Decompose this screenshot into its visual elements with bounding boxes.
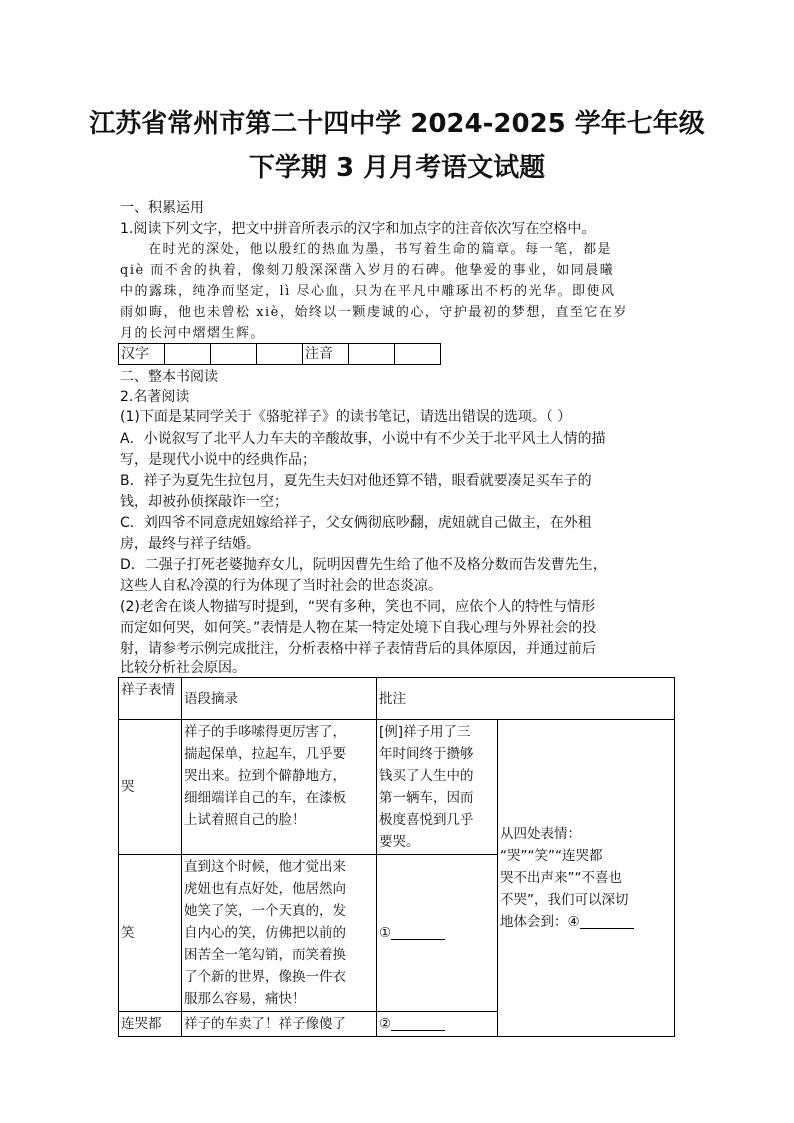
excerpt-line: 了个新的世界，像换一件衣 [184, 969, 346, 985]
summary-line: 不哭”，我们可以深切 [500, 892, 629, 908]
excerpt-line: 自内心的笑，仿佛把以前的 [184, 925, 346, 941]
question1-prompt: 1.阅读下列文字，把文中拼音所表示的汉字和加点字的注音依次写在空格中。 [120, 221, 596, 237]
annotation-line: 第一辆车，因而 [379, 790, 474, 806]
passage-line: qiè 而不舍的执着，像刻刀般深深凿入岁月的石碑。他挚爱的事业，如同晨曦 [120, 263, 615, 278]
option-line: C．刘四爷不同意虎妞嫁给祥子，父女俩彻底吵翻，虎妞就自己做主，在外租 [120, 515, 592, 531]
exam-title-line2: 下学期 3 月月考语文试题 [248, 153, 546, 183]
answer-blank-2[interactable] [391, 1016, 445, 1031]
excerpt-line: 上试着照自己的脸！ [184, 812, 306, 828]
hanzi-answer-cell[interactable] [165, 344, 211, 365]
hanzi-answer-cell[interactable] [257, 344, 303, 365]
option-line: 钱，却被孙侦探敲诈一空； [120, 494, 288, 510]
excerpt-line: 揣起保单，拉起车，几乎要 [184, 746, 346, 762]
annotation-line: 极度喜悦到几乎 [379, 812, 474, 828]
excerpt-cell [182, 1012, 377, 1037]
annotation-table [118, 677, 675, 1037]
blank-number: ② [379, 1016, 392, 1032]
option-line: B．祥子为夏先生拉包月，夏先生夫妇对他还算不错，眼看就要凑足买车子的 [120, 473, 592, 489]
header-annotation: 批注 [377, 678, 675, 720]
zhuyin-answer-cell[interactable] [349, 344, 395, 365]
expression-cell: 哭 [119, 720, 182, 855]
option-line: 写，是现代小说中的经典作品； [120, 452, 316, 468]
zhuyin-label: 注音 [303, 344, 349, 365]
answer-table [118, 343, 441, 365]
excerpt-cell [182, 720, 377, 855]
subquestion2-line: 而定如何哭，如何笑。”表情是人物在某一特定处境下自我心理与外界社会的投 [120, 620, 597, 636]
answer-blank-4[interactable] [580, 914, 634, 929]
excerpt-line: 服那么容易，痛快！ [184, 991, 306, 1007]
hanzi-answer-cell[interactable] [211, 344, 257, 365]
excerpt-line: 祥子的手哆嗦得更厉害了， [184, 724, 346, 740]
blank-number: ① [379, 925, 392, 941]
expression-cell: 笑 [119, 855, 182, 1012]
summary-line: 地体会到：④ [500, 914, 580, 930]
annotation-answer-cell[interactable] [377, 1012, 498, 1037]
annotation-line: [例]祥子用了三 [379, 724, 471, 740]
excerpt-cell [182, 855, 377, 1012]
summary-line: 哭不出声来”“不喜也 [500, 870, 622, 886]
passage-line: 中的露珠，纯净而坚定，lì 尽心血，只为在平凡中雕琢出不朽的光华。即使风 [120, 284, 616, 299]
section1-heading: 一、积累运用 [120, 200, 204, 216]
subquestion2-line: 比较分析社会原因。 [120, 660, 246, 676]
option-line: 房，最终与祥子结婚。 [120, 536, 260, 552]
excerpt-line: 直到这个时候，他才觉出来 [184, 859, 346, 875]
header-excerpt: 语段摘录 [182, 678, 377, 720]
passage-line: 雨如晦，他也未曾松 xiè，始终以一颗虔诚的心，守护最初的梦想，直至它在岁 [120, 305, 628, 320]
annotation-line: 要哭。 [379, 834, 420, 850]
hanzi-label: 汉字 [119, 344, 165, 365]
question2-prompt: 2.名著阅读 [120, 389, 190, 405]
subquestion1-prompt: (1)下面是某同学关于《骆驼祥子》的读书笔记，请选出错误的选项。（ ） [120, 409, 572, 425]
section2-heading: 二、整本书阅读 [120, 369, 218, 385]
annotation-line: 年时间终于攒够 [379, 746, 474, 762]
excerpt-line: 哭出来。拉到个僻静地方， [184, 768, 346, 784]
passage-line: 在时光的深处，他以殷红的热血为墨，书写着生命的篇章。每一笔，都是 [148, 242, 613, 257]
excerpt-line: 困苦全一笔勾销，而笑着换 [184, 947, 346, 963]
excerpt-line: 祥子的车卖了！祥子像傻了 [184, 1016, 346, 1032]
option-line: D．二强子打死老婆抛弃女儿，阮明因曹先生给了他不及格分数而告发曹先生， [120, 557, 607, 573]
excerpt-line: 她笑了笑，一个天真的，发 [184, 903, 346, 919]
option-line: A．小说叙写了北平人力车夫的辛酸故事，小说中有不少关于北平风土人情的描 [120, 431, 606, 447]
excerpt-line: 细细端详自己的车，在漆板 [184, 790, 346, 806]
excerpt-line: 虎妞也有点好处，他居然向 [184, 881, 346, 897]
option-line: 这些人自私冷漠的行为体现了当时社会的世态炎凉。 [120, 578, 442, 594]
zhuyin-answer-cell[interactable] [395, 344, 441, 365]
annotation-line: 钱买了人生中的 [379, 768, 474, 784]
summary-cell[interactable] [498, 720, 675, 1037]
summary-line: 从四处表情： [500, 826, 581, 842]
header-expression: 祥子表情 [119, 678, 182, 720]
example-annotation-cell [377, 720, 498, 855]
answer-blank-1[interactable] [391, 925, 445, 940]
exam-title-line1: 江苏省常州市第二十四中学 2024-2025 学年七年级 [89, 109, 705, 139]
passage-line: 月的长河中熠熠生辉。 [120, 326, 266, 341]
subquestion2-line: 射，请参考示例完成批注，分析表格中祥子表情背后的具体原因，并通过前后 [120, 641, 596, 657]
subquestion2-line: (2)老舍在谈人物描写时提到，“哭有多种，笑也不同，应依个人的特性与情形 [120, 599, 596, 615]
annotation-answer-cell[interactable] [377, 855, 498, 1012]
expression-cell: 连哭都 [119, 1012, 182, 1037]
summary-line: “哭”“笑”“连哭都 [500, 848, 603, 864]
